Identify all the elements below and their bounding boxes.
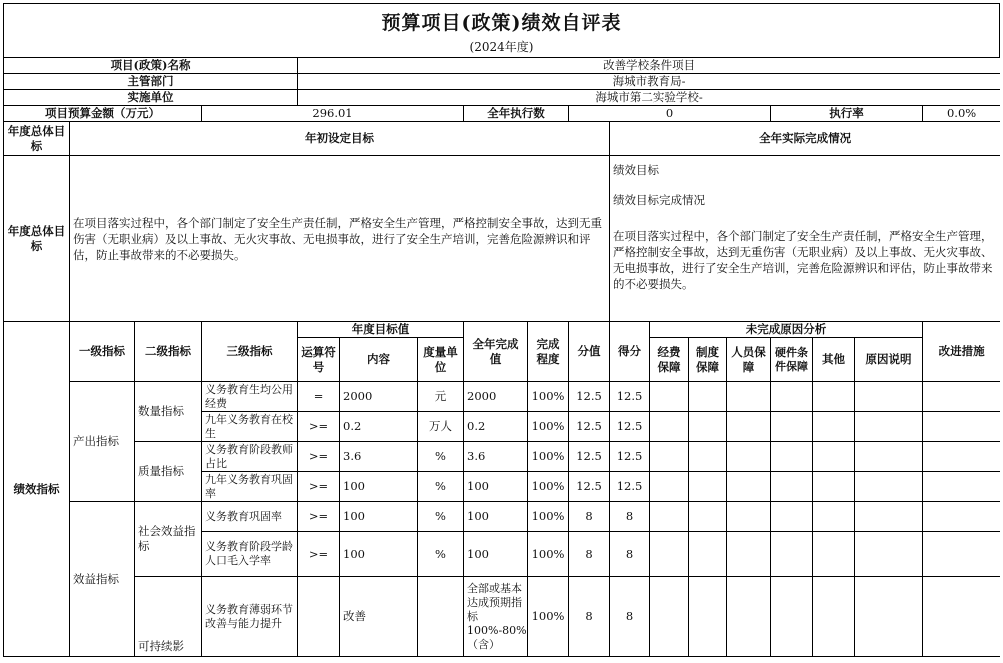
indicator-value: 100	[464, 532, 528, 577]
header-operator: 运算符号	[298, 338, 340, 382]
indicator-value: 100	[464, 472, 528, 502]
indicator-points: 12.5	[569, 382, 610, 412]
indicator-points: 12.5	[569, 442, 610, 472]
indicator-value: 全部或基本达成预期指标100%-80%（含）	[464, 577, 528, 657]
indicator-points: 8	[569, 532, 610, 577]
goals-actual-header: 全年实际完成情况	[610, 122, 1000, 156]
rate-value: 0.0%	[923, 106, 1000, 122]
project-name-value: 改善学校条件项目	[298, 58, 1000, 74]
goals-set-text: 在项目落实过程中，各个部门制定了安全生产责任制，严格安全生产管理，严格控制安全事故，达到无重伤害（无职业病）及以上事故、无火灾事故、无电损事故，进行了安全生产培训，完善危险源辨识和评估，防止事故带来的不必要损失。	[70, 156, 610, 322]
indicator-name: 九年义务教育在校生	[202, 412, 298, 442]
header-personnel: 人员保障	[727, 338, 771, 382]
indicator-score: 12.5	[610, 412, 650, 442]
indicator-op: >=	[298, 442, 340, 472]
header-annual-target: 年度目标值	[298, 322, 464, 338]
header-improve: 改进措施	[923, 322, 1000, 382]
indicator-value: 100	[464, 502, 528, 532]
indicator-completion: 100%	[528, 502, 569, 532]
indicator-value: 0.2	[464, 412, 528, 442]
header-funding: 经费保障	[650, 338, 689, 382]
indicator-unit: %	[418, 532, 464, 577]
indicator-points: 8	[569, 502, 610, 532]
indicator-completion: 100%	[528, 577, 569, 657]
rate-label: 执行率	[771, 106, 923, 122]
group-quality: 质量指标	[135, 442, 202, 502]
header-score-value: 分值	[569, 322, 610, 382]
indicator-content: 2000	[340, 382, 418, 412]
evaluation-sheet	[3, 3, 1000, 657]
indicator-content: 3.6	[340, 442, 418, 472]
page-title: 预算项目(政策)绩效自评表	[3, 3, 1000, 39]
indicator-value: 2000	[464, 382, 528, 412]
indicator-completion: 100%	[528, 412, 569, 442]
group-sustain: 可持续影	[135, 577, 202, 657]
indicator-score: 12.5	[610, 472, 650, 502]
indicator-points: 12.5	[569, 412, 610, 442]
unit-value: 海城市第二实验学校-	[298, 90, 1000, 106]
header-other: 其他	[813, 338, 855, 382]
indicator-content: 100	[340, 472, 418, 502]
budget-label: 项目预算金额（万元）	[4, 106, 202, 122]
info-row-budget	[4, 106, 1001, 122]
indicator-op: =	[298, 382, 340, 412]
indicator-score: 12.5	[610, 442, 650, 472]
indicator-content: 100	[340, 502, 418, 532]
indicator-completion: 100%	[528, 442, 569, 472]
goals-actual-cell	[610, 156, 1000, 322]
table-row	[4, 442, 1001, 472]
goals-header-row	[4, 122, 1001, 156]
actual-text: 在项目落实过程中，各个部门制定了安全生产责任制，严格安全生产管理，严格控制安全事故，达到无重伤害（无职业病）及以上事故、无火灾事故、无电损事故，进行了安全生产培训，完善危险源辨识和评估，防止事故带来的不必要损失。	[613, 229, 993, 291]
actual-line-2: 绩效目标完成情况	[613, 193, 706, 207]
indicator-unit: %	[418, 502, 464, 532]
table-row	[4, 502, 1001, 532]
header-content: 内容	[340, 338, 418, 382]
indicator-op	[298, 577, 340, 657]
group-social: 社会效益指标	[135, 502, 202, 577]
project-name-label: 项目(政策)名称	[4, 58, 298, 74]
header-score: 得分	[610, 322, 650, 382]
indicator-op: >=	[298, 472, 340, 502]
indicator-header-row-1	[4, 322, 1001, 338]
indicator-content: 改善	[340, 577, 418, 657]
group-benefit: 效益指标	[70, 502, 135, 657]
indicator-unit: %	[418, 442, 464, 472]
header-completion: 完成程度	[528, 322, 569, 382]
exec-value: 0	[569, 106, 771, 122]
indicator-completion: 100%	[528, 532, 569, 577]
actual-line-1: 绩效目标	[613, 163, 660, 177]
info-row-unit	[4, 90, 1001, 106]
indicators-section-label: 绩效指标	[4, 322, 70, 657]
indicator-name: 义务教育薄弱环节改善与能力提升	[202, 577, 298, 657]
indicator-op: >=	[298, 502, 340, 532]
goals-content-row	[4, 156, 1001, 322]
unit-label: 实施单位	[4, 90, 298, 106]
indicator-points: 8	[569, 577, 610, 657]
header-unfinished: 未完成原因分析	[650, 322, 923, 338]
header-level2: 二级指标	[135, 322, 202, 382]
indicator-unit: %	[418, 472, 464, 502]
indicator-completion: 100%	[528, 382, 569, 412]
goals-label-top: 年度总体目标	[4, 122, 70, 156]
indicator-score: 8	[610, 577, 650, 657]
goals-label: 年度总体目标	[4, 156, 70, 322]
header-hardware: 硬件条件保障	[771, 338, 813, 382]
group-quantity: 数量指标	[135, 382, 202, 442]
header-level3: 三级指标	[202, 322, 298, 382]
table-row	[4, 577, 1001, 657]
indicator-name: 义务教育阶段教师占比	[202, 442, 298, 472]
indicator-name: 义务教育阶段学龄人口毛入学率	[202, 532, 298, 577]
indicator-completion: 100%	[528, 472, 569, 502]
info-row-dept	[4, 74, 1001, 90]
indicator-name: 义务教育巩固率	[202, 502, 298, 532]
header-reason: 原因说明	[855, 338, 923, 382]
indicator-score: 8	[610, 532, 650, 577]
indicator-content: 100	[340, 532, 418, 577]
exec-label: 全年执行数	[464, 106, 569, 122]
indicator-score: 12.5	[610, 382, 650, 412]
indicator-score: 8	[610, 502, 650, 532]
dept-value: 海城市教育局-	[298, 74, 1000, 90]
year-subtitle: (2024年度)	[3, 39, 1000, 57]
indicator-unit: 元	[418, 382, 464, 412]
header-level1: 一级指标	[70, 322, 135, 382]
goals-set-header: 年初设定目标	[70, 122, 610, 156]
indicator-op: >=	[298, 532, 340, 577]
header-unit: 度量单位	[418, 338, 464, 382]
indicator-name: 九年义务教育巩固率	[202, 472, 298, 502]
table-row	[4, 382, 1001, 412]
indicator-unit	[418, 577, 464, 657]
indicator-op: >=	[298, 412, 340, 442]
header-annual-value: 全年完成值	[464, 322, 528, 382]
indicator-content: 0.2	[340, 412, 418, 442]
dept-label: 主管部门	[4, 74, 298, 90]
indicator-unit: 万人	[418, 412, 464, 442]
header-system: 制度保障	[689, 338, 727, 382]
budget-value: 296.01	[202, 106, 464, 122]
info-row-project	[4, 58, 1001, 74]
evaluation-table	[3, 57, 1000, 657]
indicator-value: 3.6	[464, 442, 528, 472]
indicator-name: 义务教育生均公用经费	[202, 382, 298, 412]
group-output: 产出指标	[70, 382, 135, 502]
indicator-points: 12.5	[569, 472, 610, 502]
